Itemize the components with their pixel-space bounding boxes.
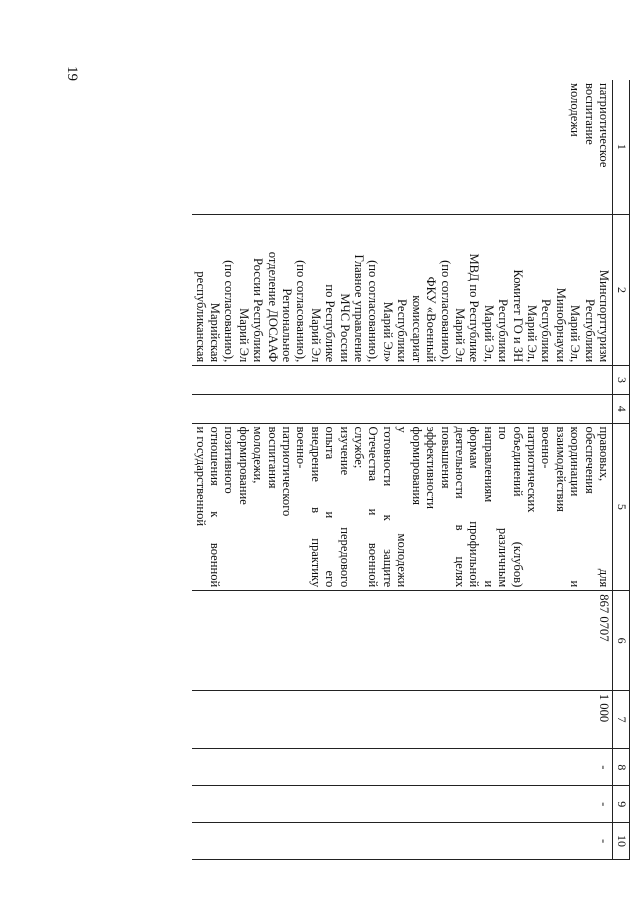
cell-line xyxy=(481,427,495,588)
cell-line: патриотического xyxy=(280,426,295,517)
cell-word: защите xyxy=(380,549,395,588)
header-col-9: 9 xyxy=(613,786,630,823)
header-col-10: 10 xyxy=(613,823,630,860)
cell-word: по xyxy=(496,426,511,440)
cell-line xyxy=(366,427,380,588)
cell-word: молодежи xyxy=(395,533,410,588)
cell-line: молодежи xyxy=(568,83,583,137)
cell-line: обеспечения xyxy=(582,426,597,494)
cell-word: объединений xyxy=(510,426,525,497)
cell-line xyxy=(496,427,510,588)
cell-word: и xyxy=(366,508,381,516)
header-col-7: 7 xyxy=(613,690,630,749)
cell-word: передового xyxy=(337,527,352,588)
header-col-6: 6 xyxy=(613,591,630,691)
cell-word: внедрение xyxy=(308,426,323,482)
cell-word: для xyxy=(597,568,611,588)
cell-word: целях xyxy=(452,556,467,588)
cell-word: (клубов) xyxy=(510,541,525,588)
cell-line xyxy=(453,427,467,588)
cell-word: в xyxy=(452,524,467,531)
cell-line: позитивного xyxy=(222,426,237,494)
cell-line: МВД по Республике xyxy=(467,253,482,363)
cell-line xyxy=(467,427,481,588)
cell-word: и xyxy=(568,580,583,588)
cell-line: Минобрнауки xyxy=(553,287,568,363)
table-row xyxy=(192,80,612,860)
cell-code: 867 0707 xyxy=(192,591,612,691)
cell-word: изучение xyxy=(337,426,352,476)
cell-line: патриотических xyxy=(524,426,539,513)
cell-word: различным xyxy=(496,527,511,588)
cell-line: формирование xyxy=(236,426,251,505)
cell-line xyxy=(510,427,524,588)
cell-line xyxy=(568,427,582,588)
cell-word: профильной xyxy=(467,521,482,588)
cell-line: комиссариат xyxy=(409,295,424,363)
cell-word: в xyxy=(308,507,323,514)
cell-word: Отечества xyxy=(366,426,381,482)
cell-word: деятельности xyxy=(452,426,467,499)
cell-line: по Республике xyxy=(323,284,338,363)
cell-line: воспитание xyxy=(582,83,597,145)
cell-line: (по согласованию), xyxy=(438,260,453,363)
cell-word: готовности xyxy=(380,426,395,487)
cell-executors xyxy=(192,214,612,365)
cell-line: взаимодействия xyxy=(553,426,568,512)
cell-line: Республики xyxy=(539,299,554,363)
cell-line: Марий Эл, xyxy=(568,304,583,363)
cell-line: Минспорттуризм xyxy=(597,269,611,363)
cell-col-3 xyxy=(192,366,612,395)
cell-amount: 1 000 xyxy=(192,690,612,749)
cell-line: военно- xyxy=(539,426,554,469)
cell-line xyxy=(597,427,611,588)
cell-line: Республики xyxy=(395,299,410,363)
cell-description xyxy=(192,423,612,591)
cell-word: к xyxy=(208,511,223,518)
header-col-2: 2 xyxy=(613,214,630,365)
cell-word: опыта xyxy=(323,426,338,460)
cell-word: и xyxy=(481,580,496,588)
cell-line: Марий Эл xyxy=(452,308,467,363)
cell-line xyxy=(323,427,337,588)
cell-line: МЧС России xyxy=(337,293,352,363)
cell-word: военной xyxy=(366,542,381,588)
header-col-1: 1 xyxy=(613,80,630,214)
cell-line: патриотическое xyxy=(597,83,611,168)
cell-word: направлениям xyxy=(481,426,496,503)
cell-word: отношения xyxy=(208,426,223,486)
cell-line: службе; xyxy=(352,426,367,469)
cell-word: и xyxy=(323,511,338,519)
cell-direction xyxy=(192,80,612,214)
table-body xyxy=(192,80,612,860)
cell-line: отделение ДОСААФ xyxy=(265,251,280,363)
cell-line: Марийская xyxy=(208,302,223,363)
cell-line: Марий Эл, xyxy=(524,304,539,363)
cell-line xyxy=(395,427,409,588)
cell-line: Марий Эл xyxy=(308,308,323,363)
cell-line xyxy=(308,427,322,588)
cell-line: ФКУ «Военный xyxy=(424,276,439,363)
cell-line: военно- xyxy=(294,426,309,469)
cell-line: формирования xyxy=(409,426,424,506)
rotated-page xyxy=(122,80,630,860)
cell-line: (по согласованию), xyxy=(366,260,381,363)
cell-col-10: - xyxy=(192,823,612,860)
header-col-4: 4 xyxy=(613,394,630,423)
cell-word: правовых, xyxy=(597,426,611,482)
cell-line: (по согласованию), xyxy=(222,260,237,363)
header-col-5: 5 xyxy=(613,423,630,591)
page-number: 19 xyxy=(64,66,80,81)
cell-line: России Республики xyxy=(251,257,266,363)
cell-line: республиканская xyxy=(193,271,208,363)
cell-line: и государственной xyxy=(193,426,208,527)
cell-line: Республики xyxy=(496,299,511,363)
cell-line: эффективности xyxy=(424,426,439,510)
cell-line: Региональное xyxy=(280,288,295,363)
cell-line: Главное управление xyxy=(352,254,367,363)
header-col-3: 3 xyxy=(613,366,630,395)
cell-line: Республики xyxy=(582,299,597,363)
cell-word: у xyxy=(395,426,410,433)
cell-line: молодежи, xyxy=(251,426,266,484)
cell-line: (по согласованию), xyxy=(294,260,309,363)
cell-line: Марий Эл» xyxy=(380,301,395,363)
header-row xyxy=(613,80,630,860)
header-col-8: 8 xyxy=(613,749,630,786)
cell-line: повышения xyxy=(438,426,453,489)
program-table xyxy=(192,80,630,860)
cell-line xyxy=(337,427,351,588)
cell-word: координации xyxy=(568,426,583,497)
cell-word: к xyxy=(380,514,395,521)
cell-col-8: - xyxy=(192,749,612,786)
cell-col-9: - xyxy=(192,786,612,823)
cell-word: военной xyxy=(208,542,223,588)
cell-line: Марий Эл, xyxy=(481,304,496,363)
table-header xyxy=(613,80,630,860)
cell-word: практику xyxy=(308,538,323,588)
cell-line xyxy=(381,427,395,588)
cell-col-4 xyxy=(192,394,612,423)
cell-line xyxy=(208,427,222,588)
cell-word: его xyxy=(323,570,338,588)
cell-line: воспитания xyxy=(265,426,280,489)
cell-line: Комитет ГО и ЗН xyxy=(510,269,525,363)
cell-word: формам xyxy=(467,426,482,469)
cell-line: Марий Эл xyxy=(236,308,251,363)
